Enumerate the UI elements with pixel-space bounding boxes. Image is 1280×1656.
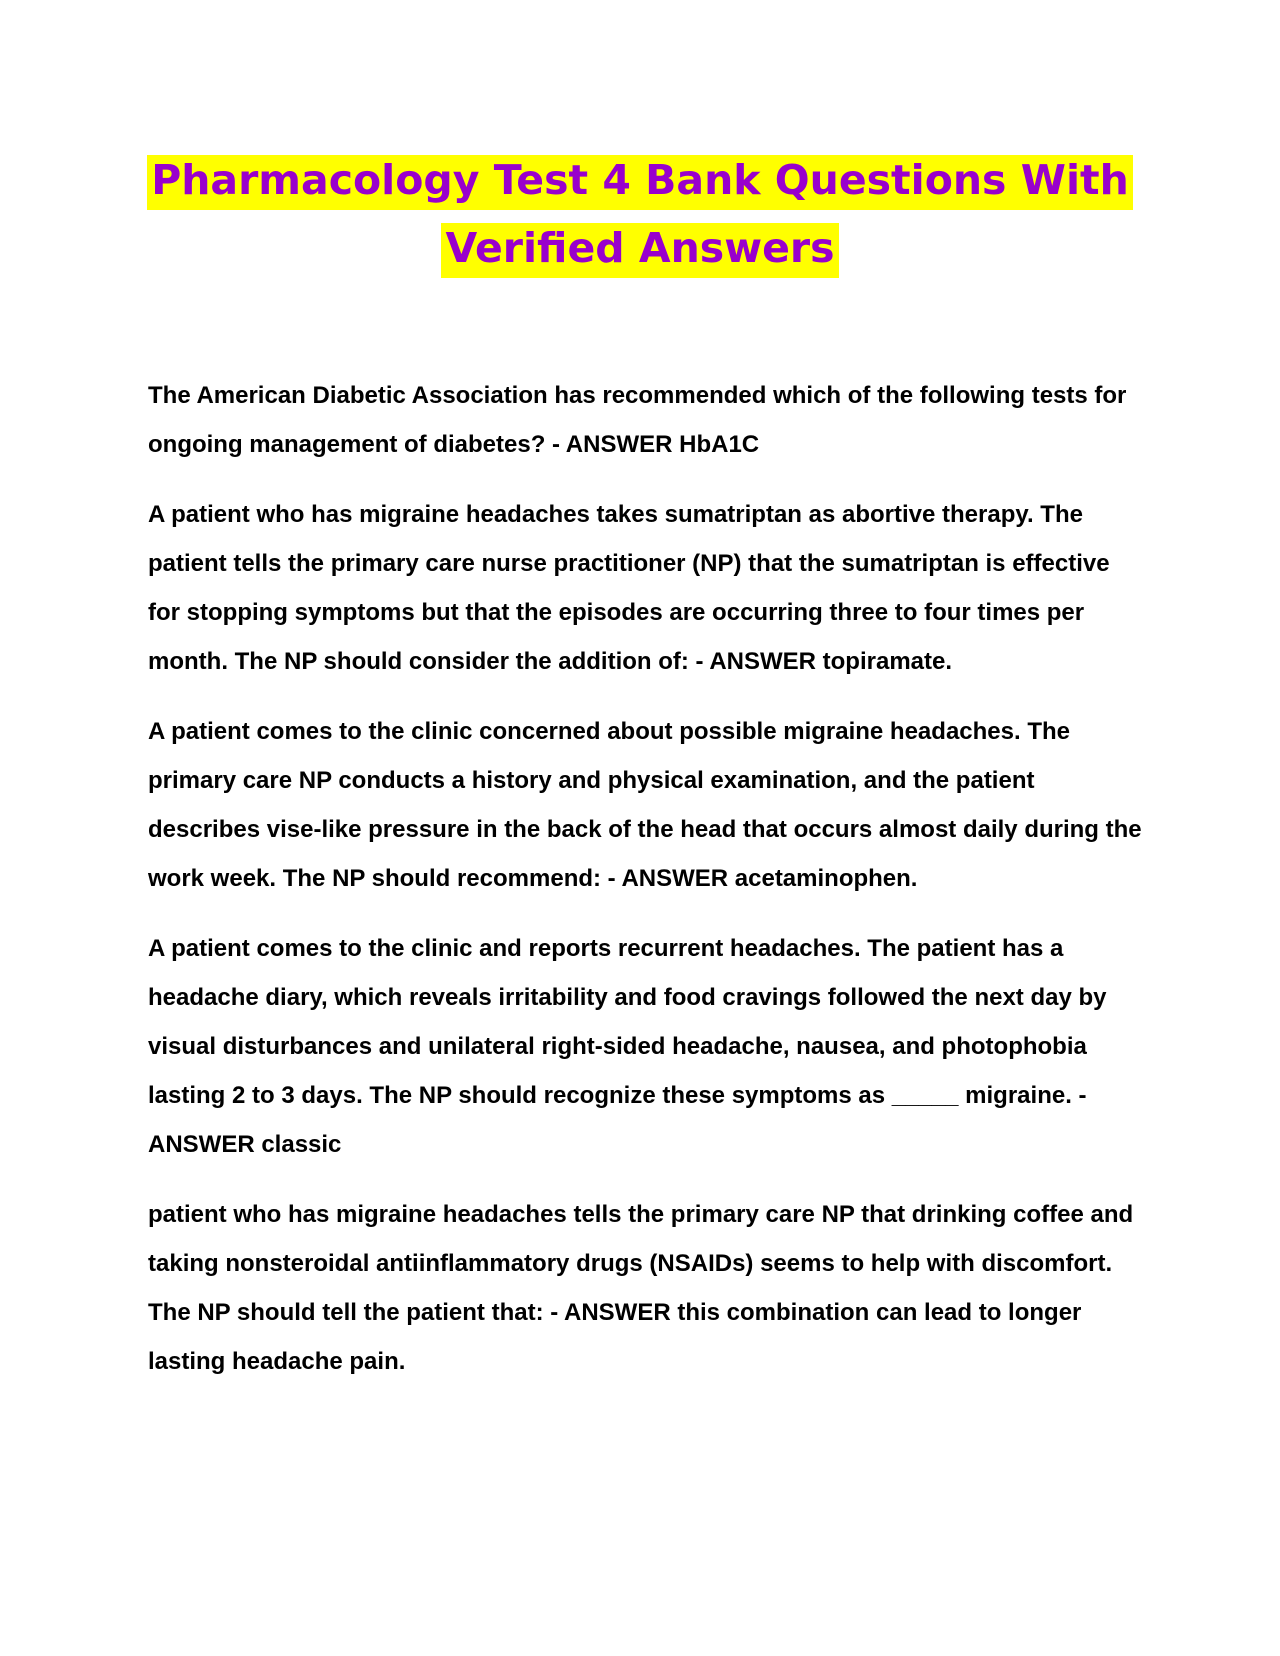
document-title: [140, 146, 1140, 282]
title-line-1: Pharmacology Test 4 Bank Questions With: [147, 155, 1133, 210]
question-answer-5: patient who has migraine headaches tells the primary care NP that drinking coffee and taking nonsteroidal antiinflammatory drugs (NSAIDs) seems to help with discomfort. The NP should tell the patient that: - ANSWER this combination can lead to longer lasting headache pain.: [148, 1201, 1134, 1375]
question-answer-3: A patient comes to the clinic concerned about possible migraine headaches. The primary care NP conducts a history and physical examination, and the patient describes vise-like pressure in the back of the head that occurs almost daily during the work week. The NP should recommend: - ANSWER acetaminophen.: [148, 718, 1142, 892]
question-answer-1: The American Diabetic Association has recommended which of the following tests for ongoing management of diabetes? - ANSWER HbA1C: [148, 382, 1127, 458]
question-answer-4: A patient comes to the clinic and reports recurrent headaches. The patient has a headache diary, which reveals irritability and food cravings followed the next day by visual disturbances and unilateral right-sided headache, nausea, and photophobia lasting 2 to 3 days. The NP should recognize these symptoms as _____ migraine. - ANSWER classic: [148, 935, 1107, 1158]
question-answer-2: A patient who has migraine headaches takes sumatriptan as abortive therapy. The patient tells the primary care nurse practitioner (NP) that the sumatriptan is effective for stopping symptoms but that the episodes are occurring three to four times per month. The NP should consider the addition of: - ANSWER topiramate.: [148, 501, 1110, 675]
question-list: [148, 371, 1148, 1407]
title-line-2: Verified Answers: [441, 223, 838, 278]
